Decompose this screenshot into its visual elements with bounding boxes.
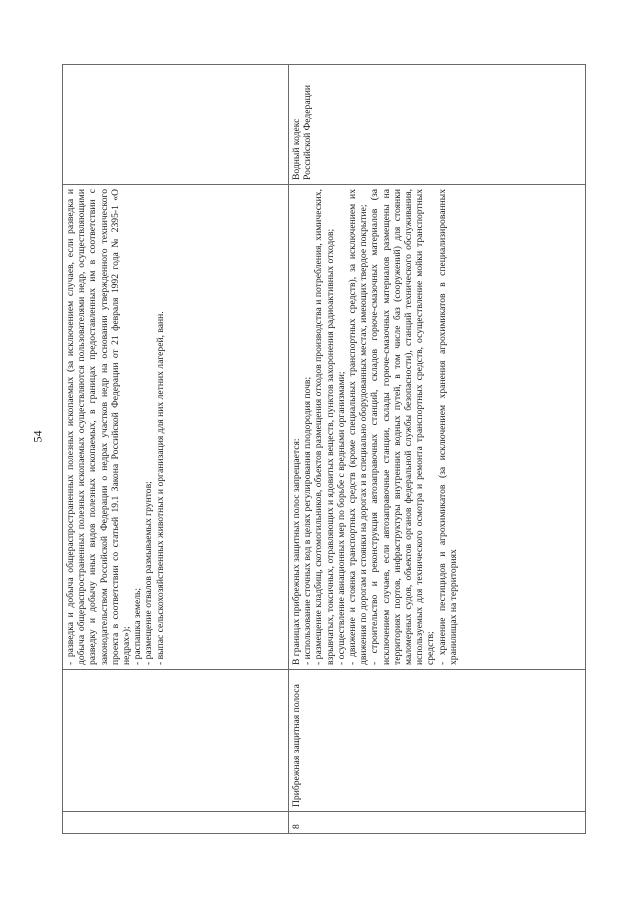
- table-row: [63, 65, 289, 834]
- restriction-line: - разведка и добыча общераспространенных полезных ископаемых (за исключением случаев, если разведка и добыча общераспространенных полезных ископаемых осуществляются пользователями недр, осуществляющими разведку и добычу иных видов полезных ископаемых, в границах предоставленных им в соответствии с законодательством Российской Федерации о недрах участков недр на основании утвержденного технического проекта в соответствии со статьей 19.1 Закона Российской Федерации от 21 февраля 1992 года № 2395-1 «О недрах»);: [65, 189, 133, 665]
- row-number-cell: 8: [289, 812, 586, 834]
- rotated-page-content: [62, 64, 586, 834]
- page-number-text: 54: [30, 430, 45, 442]
- restriction-line: - размещение отвалов размываемых грунтов;: [143, 481, 155, 665]
- zones-table: [62, 64, 586, 834]
- row-number-cell: [63, 812, 289, 834]
- restriction-line: - хранение пестицидов и агрохимикатов (за исключением хранения агрохимикатов в специализированных хранилищах на территориях: [436, 189, 459, 665]
- table-row: [289, 65, 586, 834]
- restriction-line: - строительство и реконструкция автозаправочных станций, складов горюче-смазочных материалов (за исключением случаев, если автозаправочные станции, склады горюче-смазочных материалов размещены на территориях портов, инфраструктуры внутренних водных путей, в том числе баз (сооружений) для стоянки маломерных судов, объектов органов федеральной службы безопасности), станций технического обслуживания, используемых для технического осмотра и ремонта транспортных средств, осуществление мойки транспортных средств;: [369, 189, 437, 665]
- zone-name-cell: [63, 670, 289, 812]
- page-number: [23, 421, 53, 451]
- restriction-line: - распашка земель;: [132, 587, 144, 665]
- restriction-line: - движение и стоянка транспортных средств (кроме специальных транспортных средств), за исключением их движения по дорогам и стоянки на дорогах и в специально оборудованных местах, имеющих твердое покрытие;: [347, 189, 370, 665]
- zone-name-cell: Прибрежная защитная полоса: [289, 670, 586, 812]
- restriction-line: В границах прибрежных защитных полос запрещается:: [291, 438, 302, 665]
- law-cell: [63, 65, 289, 185]
- restriction-line: - размещение кладбищ, скотомогильников, объектов размещения отходов производства и потребления, химических, взрывчатых, токсичных, отравляющих и ядовитых веществ, пунктов захоронения радиоактивных отходов;: [313, 189, 336, 665]
- restriction-line: - выпас сельскохозяйственных животных и организация для них летних лагерей, ванн.: [154, 311, 166, 665]
- restrictions-cell: [63, 185, 289, 670]
- law-cell: Водный кодекс Российской Федерации: [289, 65, 586, 185]
- restriction-line: - осуществление авиационных мер по борьбе с вредными организмами;: [335, 371, 347, 665]
- restriction-line: - использование сточных вод в целях регулирования плодородия почв;: [302, 376, 314, 665]
- restrictions-cell: [289, 185, 586, 670]
